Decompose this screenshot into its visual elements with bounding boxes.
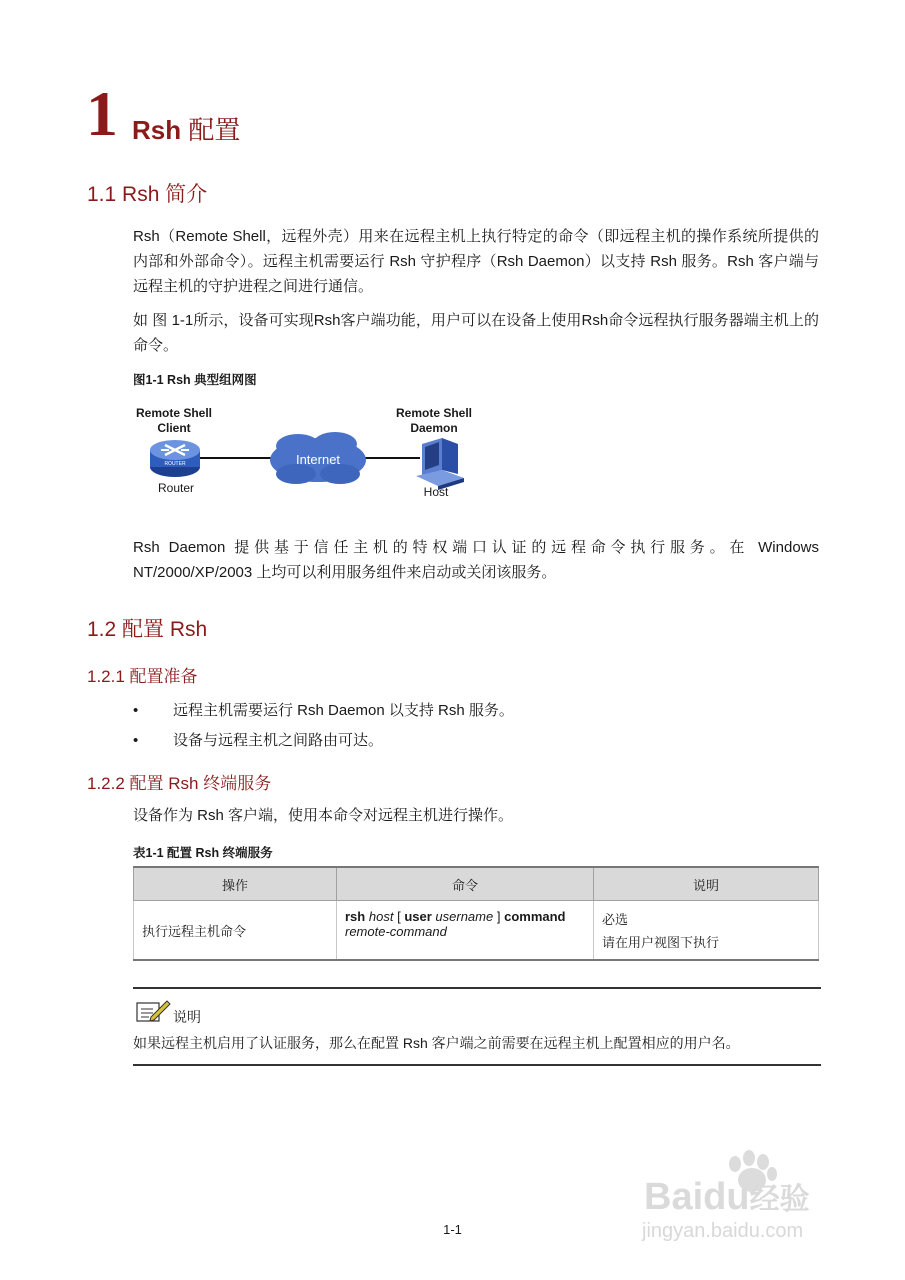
watermark-url: jingyan.baidu.com bbox=[642, 1220, 804, 1242]
note-box bbox=[133, 987, 821, 1066]
table-row bbox=[134, 901, 819, 961]
watermark-brand: Baidu经验 bbox=[644, 1176, 810, 1218]
chapter-number: 1 bbox=[86, 78, 118, 149]
table-cell-command: rsh host [ user username ] command remote-command bbox=[337, 901, 594, 961]
svg-text:Internet: Internet bbox=[295, 452, 341, 467]
client-label: Remote Shell Client bbox=[135, 406, 213, 435]
daemon-label: Remote Shell Daemon bbox=[395, 406, 473, 435]
config-table bbox=[133, 866, 819, 961]
table-cell-description: 必选 请在用户视图下执行 bbox=[594, 901, 819, 961]
table-header-operation: 操作 bbox=[134, 867, 337, 901]
table-header-description: 说明 bbox=[594, 867, 819, 901]
baidu-watermark bbox=[640, 1148, 860, 1248]
note-pencil-icon bbox=[135, 997, 171, 1025]
section-1-2-2-title: 1.2.2 配置 Rsh 终端服务 bbox=[87, 774, 272, 793]
section-1-1-para3-line1: Rsh Daemon 提供基于信任主机的特权端口认证的远程命令执行服务。在 Windows bbox=[133, 539, 819, 556]
section-1-1-title: 1.1 Rsh 简介 bbox=[87, 183, 208, 206]
table-caption: 表1-1 配置 Rsh 终端服务 bbox=[133, 846, 273, 860]
bullet-dot-icon: • bbox=[133, 732, 139, 749]
internet-cloud-icon bbox=[270, 432, 366, 484]
host-label: Host bbox=[423, 485, 449, 499]
section-1-1-para2: 如 图 1-1所示，设备可实现Rsh客户端功能，用户可以在设备上使用Rsh命令远程执行服务器端主机上的命令。 bbox=[133, 312, 819, 354]
section-1-1-para3-line2: NT/2000/XP/2003 上均可以利用服务组件来启动或关闭该服务。 bbox=[133, 564, 557, 581]
note-text: 如果远程主机启用了认证服务，那么在配置 Rsh 客户端之前需要在远程主机上配置相应的用户名。 bbox=[133, 1035, 740, 1051]
section-1-2-2-intro: 设备作为 Rsh 客户端，使用本命令对远程主机进行操作。 bbox=[133, 807, 514, 824]
table-header-command: 命令 bbox=[337, 867, 594, 901]
router-icon bbox=[150, 440, 200, 477]
host-computer-icon bbox=[416, 438, 464, 490]
section-1-2-1-title: 1.2.1 配置准备 bbox=[87, 667, 198, 686]
chapter-title-latin: Rsh bbox=[132, 115, 182, 145]
table-cell-operation: 执行远程主机命令 bbox=[134, 901, 337, 961]
chapter-title bbox=[132, 110, 240, 147]
table-header-row bbox=[134, 867, 819, 901]
figure-caption: 图1-1 Rsh 典型组网图 bbox=[133, 373, 257, 387]
section-1-1-para1: Rsh（Remote Shell，远程外壳）用来在远程主机上执行特定的命令（即远程主机的操作系统所提供的内部和外部命令）。远程主机需要运行 Rsh 守护程序（Rsh Daemon）以支持 Rsh 服务。Rsh 客户端与远程主机的守护进程之间进行通信。 bbox=[133, 228, 819, 295]
section-1-2-title: 1.2 配置 Rsh bbox=[87, 618, 208, 641]
chapter-title-cn: 配置 bbox=[188, 115, 241, 145]
router-label: Router bbox=[157, 481, 195, 495]
page-number: 1-1 bbox=[443, 1222, 462, 1237]
svg-text:ROUTER: ROUTER bbox=[164, 461, 186, 467]
note-label: 说明 bbox=[173, 1009, 201, 1025]
bullet-dot-icon: • bbox=[133, 702, 139, 719]
network-figure bbox=[120, 400, 520, 510]
